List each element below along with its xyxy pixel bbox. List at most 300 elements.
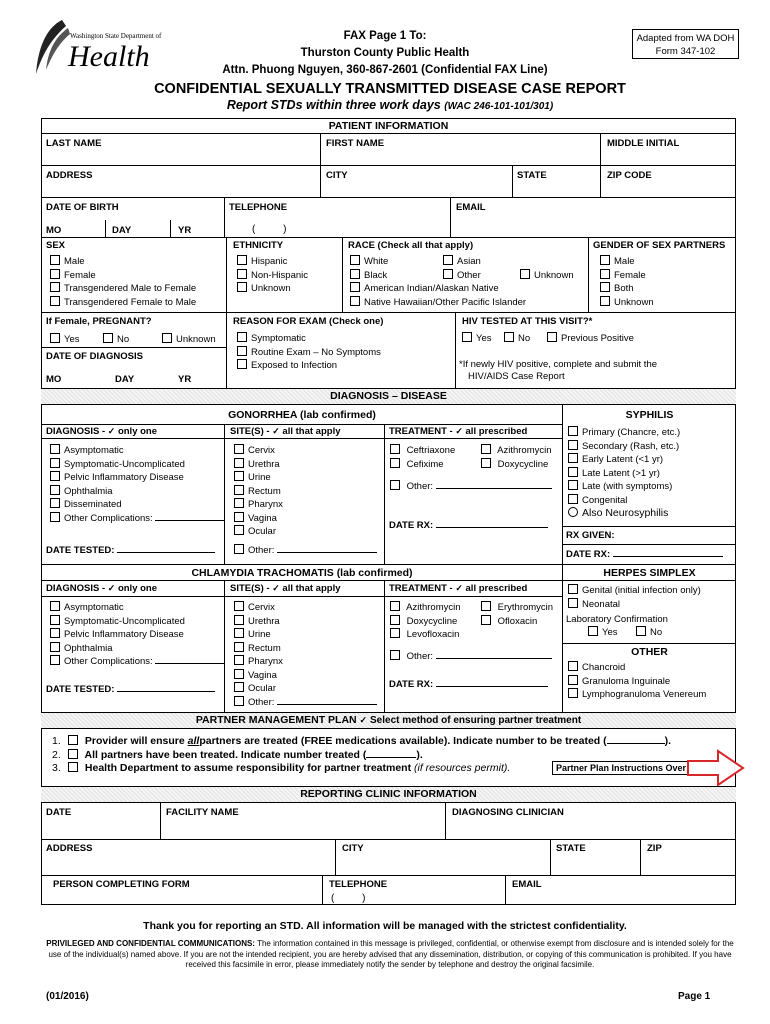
dob-day: DAY [112, 225, 132, 236]
race-unknown [520, 269, 574, 283]
eth-nonhispanic-checkbox[interactable] [237, 269, 247, 279]
logo-health-text: Health [68, 40, 150, 73]
hiv-yes [462, 332, 492, 346]
race-unknown-checkbox[interactable] [520, 269, 530, 279]
privileged-notice-body: The information contained in this message is privileged, confidential, or otherwise exempt from disclosure and is intended solely for the use of the individual(s) named above. If you are not the intended recipient, you are hereby advised that any dissemination, distribution, or copying of this communication is prohibited. If you have received this facsimile in error, please immediately notify the sender by telephone and destroy the original facsimile. [48, 939, 734, 969]
gc-azithromycin-label: Azithromycin [497, 445, 552, 456]
ct-ophthalmia-checkbox[interactable] [50, 642, 60, 652]
clinic-state-label: STATE [556, 843, 586, 854]
sex-trans-ftm-label: Transgendered Female to Male [64, 296, 197, 308]
gc-ceftriaxone-label: Ceftriaxone [406, 445, 456, 456]
patient-section-header: PATIENT INFORMATION [328, 120, 449, 132]
partner-item-1-number: 1. [52, 735, 61, 747]
ct-site-other-field[interactable] [277, 704, 377, 705]
syph-secondary-checkbox[interactable] [568, 440, 578, 450]
syph-late-checkbox[interactable] [568, 480, 578, 490]
partner-item-1-checkbox[interactable] [68, 735, 78, 745]
reason-symptomatic-checkbox[interactable] [237, 332, 247, 342]
partner-item-1-text-a: Provider will ensure [84, 735, 185, 747]
race-other [443, 269, 481, 283]
partner-item-2 [52, 749, 671, 763]
ct-rectum-label: Rectum [248, 642, 281, 654]
sex-trans-ftm-checkbox[interactable] [50, 296, 60, 306]
reason-exposed-checkbox[interactable] [237, 359, 247, 369]
gc-rectum-checkbox[interactable] [234, 485, 244, 495]
race-asian-label: Asian [457, 256, 481, 267]
ct-sites-label [230, 583, 341, 594]
syphilis-title: SYPHILIS [625, 409, 674, 421]
pregnant-no-label: No [117, 334, 130, 345]
fax-header [220, 28, 550, 79]
logo-swoosh-icon [32, 18, 72, 76]
race-white-label: White [364, 256, 389, 267]
ct-other-comp-checkbox[interactable] [50, 655, 60, 665]
pregnant-no [103, 333, 129, 347]
ct-site-other-label: Other: [248, 696, 275, 708]
subtitle-ref: (WAC 246-101-101/301) [444, 101, 554, 112]
ct-vagina-label: Vagina [248, 669, 277, 681]
gc-cervix-label: Cervix [248, 445, 275, 456]
gc-date-tested-field[interactable] [117, 552, 215, 553]
hiv-yes-checkbox[interactable] [462, 332, 472, 342]
hiv-previous [547, 332, 634, 346]
gc-diag-label [46, 426, 157, 437]
hiv-note-line-2: HIV/AIDS Case Report [468, 371, 565, 382]
other-chancroid-checkbox[interactable] [568, 661, 578, 671]
partner-number-to-treat-field[interactable] [607, 743, 665, 744]
ct-tx-other [390, 650, 552, 664]
lab-conf-yes-label: Yes [602, 627, 618, 638]
gc-disseminated-checkbox[interactable] [50, 498, 60, 508]
ct-ofloxacin-label: Ofloxacin [497, 615, 538, 627]
ct-tx-erythromycin [481, 601, 553, 615]
partner-item-1 [52, 735, 671, 749]
ct-tx-azithromycin [390, 601, 461, 615]
gc-urine-checkbox[interactable] [234, 471, 244, 481]
dob-mo: MO [46, 225, 62, 236]
ct-doxycycline-label: Doxycycline [406, 615, 458, 627]
gc-site-other-field[interactable] [277, 552, 377, 553]
partner-item-1-end: ). [664, 735, 672, 747]
ct-tx-text: TREATMENT - [389, 583, 453, 594]
syph-primary-checkbox[interactable] [568, 426, 578, 436]
race-other-label: Other [457, 269, 481, 281]
syph-late-label: Late (with symptoms) [582, 481, 673, 492]
address-label: ADDRESS [46, 170, 93, 181]
adapted-box [632, 29, 739, 59]
ct-sites-text: SITE(S) - [230, 583, 270, 594]
ct-asymptomatic-label: Asymptomatic [64, 602, 124, 613]
ct-symptomatic-label: Symptomatic-Uncomplicated [64, 615, 185, 627]
check-icon: ✓ [107, 426, 116, 436]
gc-asymptomatic-checkbox[interactable] [50, 444, 60, 454]
lab-conf-no-checkbox[interactable] [636, 626, 646, 636]
gc-pid-checkbox[interactable] [50, 471, 60, 481]
herpes-options [568, 584, 701, 611]
form-date-code: (01/2016) [46, 991, 89, 1002]
ct-tx-other-checkbox[interactable] [390, 650, 400, 660]
herpes-genital-label: Genital (initial infection only) [582, 585, 701, 596]
gc-other-comp-field[interactable] [155, 520, 225, 521]
pregnant-unknown-label: Unknown [176, 334, 216, 345]
lab-conf-no [636, 626, 662, 640]
race-asian-checkbox[interactable] [443, 255, 453, 265]
adapted-line-2: Form 347-102 [655, 46, 716, 57]
gonorrhea-title: GONORRHEA (lab confirmed) [228, 409, 376, 421]
clinic-telephone-label: TELEPHONE [329, 879, 388, 890]
syph-early-latent-checkbox[interactable] [568, 453, 578, 463]
ct-urethra-label: Urethra [248, 615, 280, 627]
ct-sites [234, 601, 377, 709]
pregnant-unknown [162, 333, 216, 347]
chlamydia-title: CHLAMYDIA TRACHOMATIS (lab confirmed) [191, 567, 413, 579]
logo-dept-text: Washington State Department of [70, 32, 162, 40]
gc-ceftriaxone-checkbox[interactable] [390, 444, 400, 454]
ct-symptomatic-checkbox[interactable] [50, 615, 60, 625]
clinic-email-label: EMAIL [512, 879, 542, 890]
zip-label: ZIP CODE [607, 170, 652, 181]
hiv-tested-label: HIV TESTED AT THIS VISIT?* [462, 316, 593, 327]
sex-label: SEX [46, 240, 66, 251]
other-granuloma-checkbox[interactable] [568, 675, 578, 685]
check-icon: ✓ [272, 426, 280, 436]
partner-item-1-all: all [187, 735, 200, 747]
hiv-yes-label: Yes [476, 333, 492, 344]
ct-tx-other-label: Other: [406, 651, 434, 662]
gc-date-rx-field[interactable] [436, 527, 548, 528]
gc-sites-label [230, 426, 341, 437]
gc-tx-other-checkbox[interactable] [390, 480, 400, 490]
ct-urine-checkbox[interactable] [234, 628, 244, 638]
subtitle-main: Report STDs within three work days [226, 98, 441, 112]
race-nhopi-checkbox[interactable] [350, 296, 360, 306]
syph-rx-given-label: RX GIVEN: [566, 530, 615, 541]
ct-vagina-checkbox[interactable] [234, 669, 244, 679]
gc-urethra-checkbox[interactable] [234, 458, 244, 468]
partner-item-2-end: ). [416, 748, 423, 761]
pregnant-no-checkbox[interactable] [103, 333, 113, 343]
gc-date-tested-label [46, 545, 215, 556]
gender-partners-options [600, 255, 654, 309]
ethnicity-options [237, 255, 308, 296]
gp-male-checkbox[interactable] [600, 255, 610, 265]
partner-item-3-number: 3. [52, 762, 61, 774]
city-label: CITY [326, 170, 348, 181]
syph-date-rx-text: DATE RX: [566, 549, 611, 560]
red-arrow-icon [686, 748, 746, 788]
gc-all-apply: all that apply [282, 426, 341, 437]
phone-field[interactable]: ( ) [252, 224, 287, 235]
ct-azithromycin-label: Azithromycin [406, 602, 461, 613]
gc-cervix-checkbox[interactable] [234, 444, 244, 454]
ct-other-comp-label: Other Complications: [64, 656, 153, 667]
partner-instructions-link[interactable]: Partner Plan Instructions Over [552, 761, 690, 775]
ct-cervix-checkbox[interactable] [234, 601, 244, 611]
sex-options [50, 255, 196, 309]
gc-date-rx-label [389, 520, 548, 531]
eth-hispanic-label: Hispanic [251, 256, 288, 267]
ct-tx-ofloxacin [481, 615, 537, 629]
gc-other-comp-label: Other Complications: [64, 512, 153, 524]
check-icon: ✓ [272, 583, 280, 593]
race-aian-checkbox[interactable] [350, 282, 360, 292]
dob-yr: YR [178, 225, 192, 236]
middle-initial-label: MIDDLE INITIAL [607, 138, 680, 149]
gc-doxycycline-checkbox[interactable] [481, 458, 491, 468]
clinic-facility-label: FACILITY NAME [166, 807, 239, 818]
ct-tx-levofloxacin [390, 628, 459, 642]
sex-trans-mtf-checkbox[interactable] [50, 282, 60, 292]
ct-ocular-checkbox[interactable] [234, 682, 244, 692]
partner-item-2-number: 2. [52, 748, 61, 761]
fax-line-2: Thurston County Public Health [300, 47, 470, 59]
ct-ofloxacin-checkbox[interactable] [481, 615, 491, 625]
lab-conf-yes-checkbox[interactable] [588, 626, 598, 636]
gp-unknown-label: Unknown [614, 296, 654, 308]
race-asian [443, 255, 481, 269]
gc-pid-label: Pelvic Inflammatory Disease [64, 472, 184, 483]
ct-tx-other-field[interactable] [436, 658, 552, 659]
syph-neuro-radio[interactable] [568, 507, 578, 517]
hiv-note [459, 359, 657, 383]
other-granuloma-label: Granuloma Inguinale [582, 675, 671, 687]
gc-sites [234, 444, 283, 539]
check-icon: ✓ [359, 715, 368, 725]
clinic-phone-field[interactable]: ( ) [331, 893, 366, 904]
hiv-note-line-1: *If newly HIV positive, complete and submit the [459, 359, 658, 370]
sex-female-checkbox[interactable] [50, 269, 60, 279]
dx-yr: YR [178, 374, 192, 385]
hiv-previous-checkbox[interactable] [547, 332, 557, 342]
ct-erythromycin-checkbox[interactable] [481, 601, 491, 611]
gc-site-other-checkbox[interactable] [234, 544, 244, 554]
syph-congenital-checkbox[interactable] [568, 494, 578, 504]
partner-item-2-checkbox[interactable] [68, 749, 78, 759]
syphilis-options [568, 426, 680, 521]
partner-item-3-note: (if resources permit). [414, 762, 511, 774]
gc-ophthalmia-checkbox[interactable] [50, 485, 60, 495]
herpes-neonatal-label: Neonatal [582, 598, 621, 610]
ct-date-rx-field[interactable] [436, 686, 548, 687]
other-title: OTHER [631, 646, 668, 658]
syph-date-rx-label [566, 549, 723, 560]
gc-vagina-checkbox[interactable] [234, 512, 244, 522]
reason-routine-label: Routine Exam – No Symptoms [251, 346, 381, 358]
adapted-line-1: Adapted from WA DOH [636, 33, 735, 44]
gc-tx-doxycycline [481, 458, 548, 472]
partner-item-3-checkbox[interactable] [68, 762, 78, 772]
syph-neuro-label: Also Neurosyphilis [582, 507, 669, 519]
gc-only-one: only one [117, 426, 158, 437]
ct-other-comp-field[interactable] [155, 663, 225, 664]
syph-primary-label: Primary (Chancre, etc.) [582, 427, 681, 438]
partner-section-subtitle: Select method of ensuring partner treatment [370, 715, 582, 726]
email-label: EMAIL [456, 202, 486, 213]
hiv-no-checkbox[interactable] [504, 332, 514, 342]
gc-tx-azithromycin [481, 444, 552, 458]
gc-urine-label: Urine [248, 472, 271, 483]
reason-routine-checkbox[interactable] [237, 346, 247, 356]
pregnant-yes-checkbox[interactable] [50, 333, 60, 343]
pregnant-label: If Female, PREGNANT? [46, 316, 152, 327]
ct-urethra-checkbox[interactable] [234, 615, 244, 625]
syph-congenital-label: Congenital [582, 494, 628, 506]
reason-options [237, 332, 381, 373]
lab-conf-no-label: No [650, 627, 663, 638]
clinic-person-label: PERSON COMPLETING FORM [53, 879, 190, 890]
clinic-section-header: REPORTING CLINIC INFORMATION [41, 786, 736, 803]
pregnant-yes-label: Yes [64, 334, 80, 345]
gp-unknown-checkbox[interactable] [600, 296, 610, 306]
gp-male-label: Male [614, 256, 635, 267]
ct-site-other-checkbox[interactable] [234, 696, 244, 706]
privileged-notice-title: PRIVILEGED AND CONFIDENTIAL COMMUNICATIONS: [46, 939, 255, 948]
eth-unknown-label: Unknown [251, 283, 291, 294]
sex-male-checkbox[interactable] [50, 255, 60, 265]
date-of-diagnosis-label: DATE OF DIAGNOSIS [46, 351, 143, 362]
gc-symptomatic-checkbox[interactable] [50, 458, 60, 468]
race-aian-label: American Indian/Alaskan Native [364, 283, 499, 294]
ct-asymptomatic-checkbox[interactable] [50, 601, 60, 611]
gc-doxycycline-label: Doxycycline [497, 459, 549, 470]
ct-rectum-checkbox[interactable] [234, 642, 244, 652]
eth-unknown-checkbox[interactable] [237, 282, 247, 292]
ct-diag-label [46, 583, 157, 594]
gc-tx-other-label: Other: [406, 481, 434, 492]
race-nhopi-label: Native Hawaiian/Other Pacific Islander [364, 296, 527, 308]
ct-pid-checkbox[interactable] [50, 628, 60, 638]
ct-pharynx-label: Pharynx [248, 656, 283, 667]
gc-all-prescribed: all prescribed [465, 426, 528, 437]
gc-diag-text: DIAGNOSIS - [46, 426, 106, 437]
gc-pharynx-label: Pharynx [248, 499, 283, 510]
gc-sites-text: SITE(S) - [230, 426, 270, 437]
gc-diag-options [50, 444, 225, 525]
herpes-neonatal-checkbox[interactable] [568, 598, 578, 608]
ct-ocular-label: Ocular [248, 683, 276, 694]
gc-tx-cefixime [390, 458, 444, 472]
eth-nonhispanic-label: Non-Hispanic [251, 269, 309, 281]
reason-label: REASON FOR EXAM (Check one) [233, 316, 384, 327]
thank-you-text: Thank you for reporting an STD. All information will be managed with the strictest confidentiality. [143, 920, 627, 932]
sex-male-label: Male [64, 256, 85, 267]
ct-azithromycin-checkbox[interactable] [390, 601, 400, 611]
syph-early-latent-label: Early Latent (<1 yr) [582, 454, 664, 465]
syph-late-latent-label: Late Latent (>1 yr) [582, 467, 660, 479]
pregnant-yes [50, 333, 80, 347]
lab-conf-yes [588, 626, 618, 640]
ct-erythromycin-label: Erythromycin [497, 602, 554, 613]
ct-pharynx-checkbox[interactable] [234, 655, 244, 665]
hiv-no-label: No [518, 333, 531, 344]
dx-day: DAY [115, 374, 135, 385]
ct-date-tested-text: DATE TESTED: [46, 684, 115, 695]
ct-ophthalmia-label: Ophthalmia [64, 642, 113, 654]
check-icon: ✓ [107, 583, 116, 593]
gc-other-comp-checkbox[interactable] [50, 512, 60, 522]
ct-cervix-label: Cervix [248, 602, 275, 613]
fax-line-1: FAX Page 1 To: [343, 30, 427, 42]
gc-cefixime-label: Cefixime [406, 459, 444, 470]
partner-item-3-text: Health Department to assume responsibility for partner treatment [84, 762, 412, 774]
partner-item-1-text-b: partners are treated (FREE medications available). Indicate number to be treated ( [199, 735, 607, 747]
hiv-no [504, 332, 530, 346]
fax-line-3: Attn. Phuong Nguyen, 360-867-2601 (Confidential FAX Line) [222, 64, 548, 76]
ct-pid-label: Pelvic Inflammatory Disease [64, 629, 184, 640]
other-lgv-checkbox[interactable] [568, 688, 578, 698]
clinic-clinician-label: DIAGNOSING CLINICIAN [452, 807, 564, 818]
ct-date-tested-label [46, 684, 215, 695]
sex-female-label: Female [64, 269, 96, 281]
clinic-zip-label: ZIP [647, 843, 662, 854]
race-white-checkbox[interactable] [350, 255, 360, 265]
ct-levofloxacin-checkbox[interactable] [390, 628, 400, 638]
clinic-city-label: CITY [342, 843, 364, 854]
other-chancroid-label: Chancroid [582, 662, 626, 673]
health-logo [32, 18, 182, 78]
gc-date-rx-text: DATE RX: [389, 520, 434, 531]
gc-symptomatic-label: Symptomatic-Uncomplicated [64, 458, 185, 470]
partner-number-treated-field[interactable] [366, 757, 416, 758]
dob-label: DATE OF BIRTH [46, 202, 119, 213]
first-name-label: FIRST NAME [326, 138, 385, 149]
state-label: STATE [517, 170, 547, 181]
gc-ophthalmia-label: Ophthalmia [64, 485, 113, 497]
race-other-checkbox[interactable] [443, 269, 453, 279]
other-lgv-label: Lymphogranuloma Venereum [582, 689, 707, 700]
ct-diag-options [50, 601, 225, 669]
lab-confirmation-label: Laboratory Confirmation [566, 614, 668, 625]
gc-ocular-label: Ocular [248, 526, 276, 537]
race-black-checkbox[interactable] [350, 269, 360, 279]
ethnicity-label: ETHNICITY [233, 240, 284, 251]
gc-tx-ceftriaxone [390, 444, 455, 458]
syph-date-rx-field[interactable] [613, 556, 723, 557]
gc-azithromycin-checkbox[interactable] [481, 444, 491, 454]
syph-secondary-label: Secondary (Rash, etc.) [582, 440, 680, 452]
ct-diag-text: DIAGNOSIS - [46, 583, 106, 594]
gc-tx-other-field[interactable] [436, 488, 552, 489]
gc-pharynx-checkbox[interactable] [234, 498, 244, 508]
other-options [568, 661, 706, 702]
clinic-date-label: DATE [46, 807, 72, 818]
herpes-genital-checkbox[interactable] [568, 584, 578, 594]
dx-mo: MO [46, 374, 62, 385]
page-number: Page 1 [678, 991, 711, 1002]
reason-exposed-label: Exposed to Infection [251, 360, 338, 371]
gc-site-other [234, 544, 377, 558]
hiv-previous-label: Previous Positive [561, 333, 634, 344]
gc-site-other-label: Other: [248, 545, 275, 556]
gc-disseminated-label: Disseminated [64, 499, 122, 510]
gc-ocular-checkbox[interactable] [234, 525, 244, 535]
gc-tx-other [390, 480, 552, 494]
ct-doxycycline-checkbox[interactable] [390, 615, 400, 625]
telephone-label: TELEPHONE [229, 202, 288, 213]
pregnant-unknown-checkbox[interactable] [162, 333, 172, 343]
gc-cefixime-checkbox[interactable] [390, 458, 400, 468]
ct-date-tested-field[interactable] [117, 691, 215, 692]
gp-both-checkbox[interactable] [600, 282, 610, 292]
syph-late-latent-checkbox[interactable] [568, 467, 578, 477]
eth-hispanic-checkbox[interactable] [237, 255, 247, 265]
gc-tx-text: TREATMENT - [389, 426, 453, 437]
gc-vagina-label: Vagina [248, 512, 277, 524]
gc-urethra-label: Urethra [248, 458, 280, 470]
gp-female-checkbox[interactable] [600, 269, 610, 279]
privileged-notice [45, 939, 735, 971]
herpes-title: HERPES SIMPLEX [603, 567, 696, 579]
